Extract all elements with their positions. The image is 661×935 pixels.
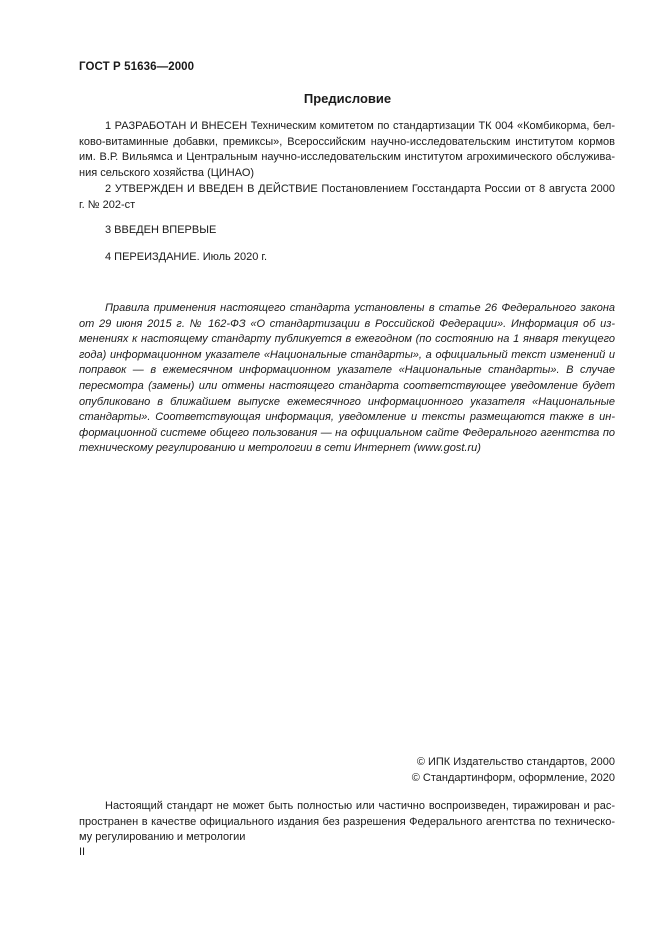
preface-item-1: [79, 119, 615, 181]
copyright-line-2: © Стандартинформ, оформление, 2020: [411, 772, 615, 784]
preface-item-2-text: 2 УТВЕРЖДЕН И ВВЕДЕН В ДЕЙСТВИЕ Постановлением Госстандарта России от 8 августа 2000 г. № 202-ст: [79, 183, 615, 211]
preface-item-4: [79, 250, 615, 266]
preface-item-3: [79, 223, 615, 239]
rules-notice-text: Правила применения настоящего стандарта установлены в статье 26 Федерального закона от 29 июня 2015 г. № 162-ФЗ «О стандартизации в Российской Федерации». Информация об изменениях к настоящему стандарту публикуется в ежегодном (по состоянию на 1 января текущего года) информационном указателе «Национальные стандарты», а официальный текст изменений и поправок — в ежемесячном информационном указателе «Национальные стандарты». В случае пересмотра (замены) или отмены настоящего стандарта соответствующее уведомление будет опубликовано в ближайшем выпуске ежемесячного информационного указателя «Национальные стандарты». Соответствующая информация, уведомление и тексты размещаются также в информационной системе общего пользования — на официальном сайте Федерального агентства по техническому регулированию и метрологии в сети Интернет (www.gost.ru): [79, 302, 615, 455]
copyright-line-1: © ИПК Издательство стандартов, 2000: [416, 756, 615, 768]
reproduction-notice-text: Настоящий стандарт не может быть полностью или частично воспроизведен, тиражирован и распространен в качестве официального издания без разрешения Федерального агентства по техническому регулированию и метрологии: [79, 800, 615, 844]
rules-notice: [79, 301, 615, 457]
preface-item-3-text: 3 ВВЕДЕН ВПЕРВЫЕ: [105, 224, 217, 236]
page-title: Предисловие: [303, 91, 392, 106]
page-number: II: [79, 846, 86, 858]
preface-item-2: [79, 182, 615, 213]
preface-item-4-text: 4 ПЕРЕИЗДАНИЕ. Июль 2020 г.: [105, 251, 268, 263]
preface-item-1-text: 1 РАЗРАБОТАН И ВНЕСЕН Техническим комитетом по стандартизации ТК 004 «Комбикорма, белково-витаминные добавки, премиксы», Всероссийским научно-исследовательским институтом кормов им. В.Р. Вильямса и Центральным научно-исследовательским институтом агрохимического обслуживания сельского хозяйства (ЦИНАО): [79, 120, 615, 179]
document-code: ГОСТ Р 51636—2000: [79, 61, 195, 73]
reproduction-notice: [79, 799, 615, 846]
